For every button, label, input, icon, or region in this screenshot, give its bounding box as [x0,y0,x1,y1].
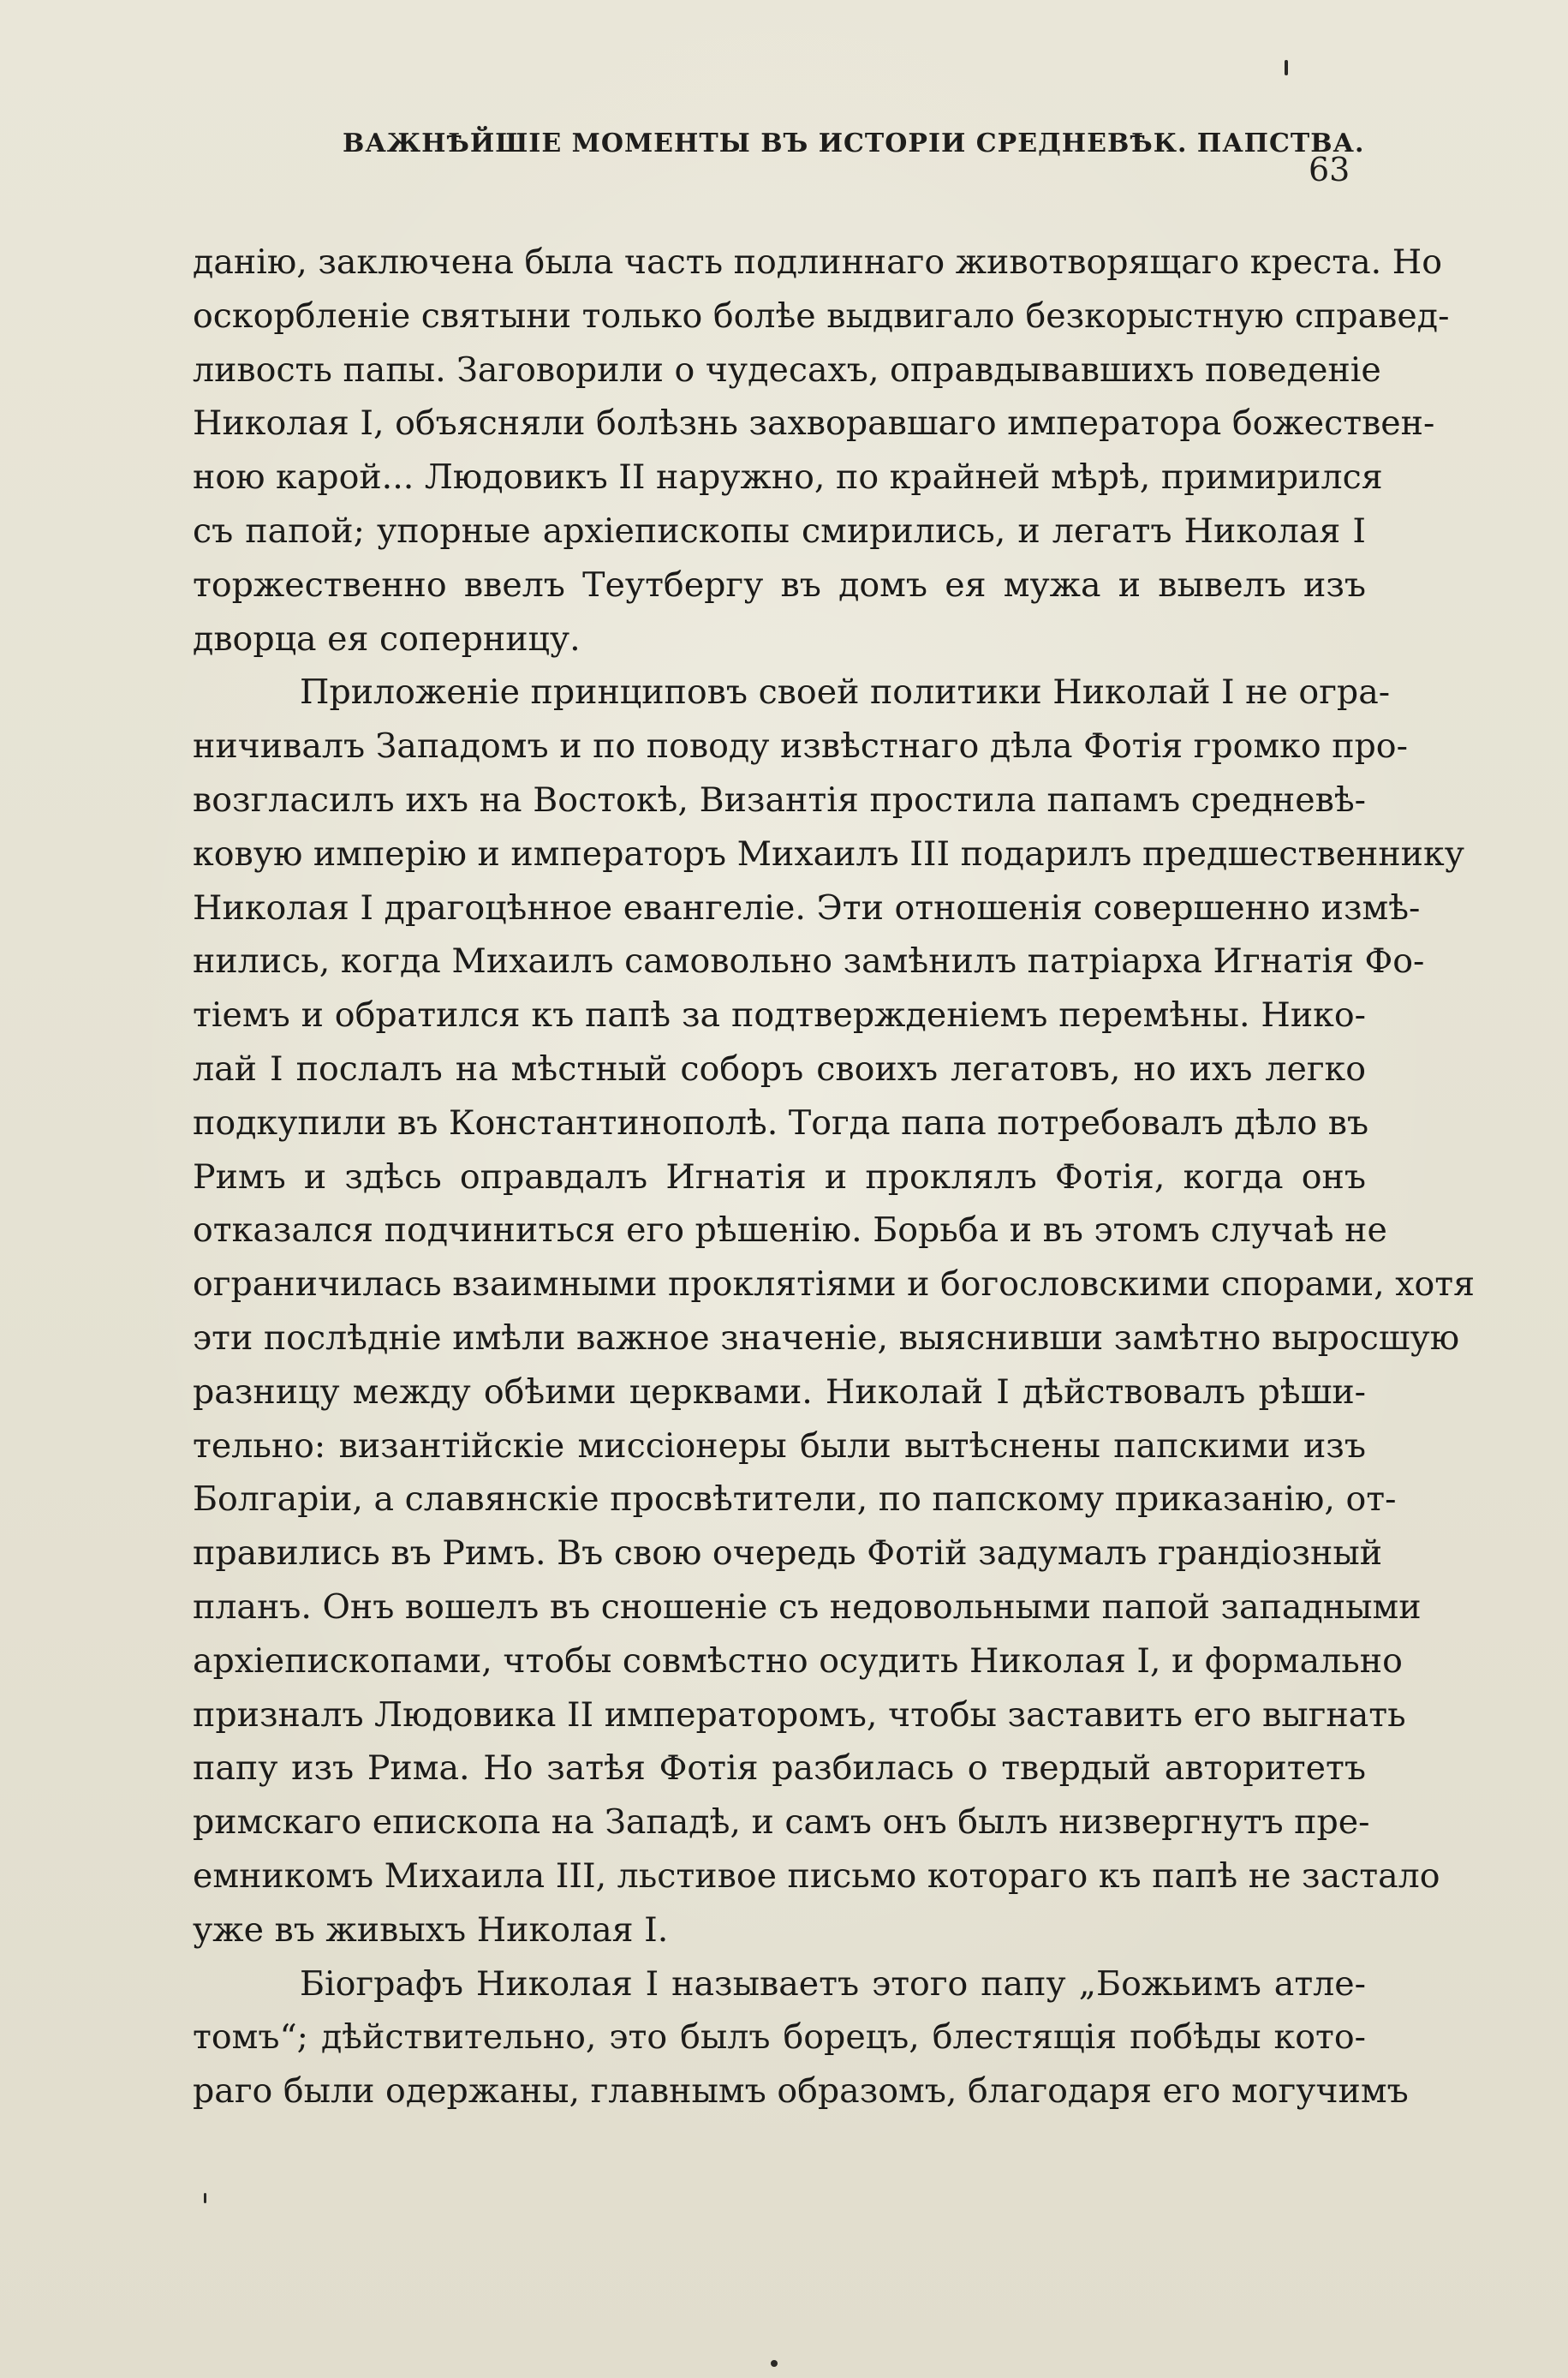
text-line: оскорбленіе святыни только болѣе выдвигало безкорыстную справед- [193,296,1450,336]
text-line: папу изъ Рима. Но затѣя Фотія разбилась о твердый авторитетъ [193,1748,1366,1789]
paragraph-2 [193,666,1476,1957]
text-line: данію, заключена была часть подлиннаго животворящаго креста. Но [193,242,1442,282]
text-line: Николая I драгоцѣнное евангеліе. Эти отношенія совершенно измѣ- [193,887,1421,928]
body-text [193,236,1476,2118]
text-line: дворца ея соперницу. [193,618,581,659]
text-line: съ папой; упорные архіепископы смирились, и легатъ Николая I [193,511,1366,551]
text-line: емникомъ Михаила III, льстивое письмо котораго къ папѣ не застало [193,1855,1440,1896]
paragraph-1 [193,236,1450,666]
ink-speck [771,2360,778,2367]
text-line: Николая I, объясняли болѣзнь захворавшаго императора божествен- [193,403,1435,444]
text-line: Приложеніе принциповъ своей политики Николай I не огра- [300,672,1391,713]
page-number: 63 [1309,151,1350,188]
text-line: ною карой... Людовикъ II наружно, по крайней мѣрѣ, примирился [193,457,1383,498]
text-line: лай I послалъ на мѣстный соборъ своихъ легатовъ, но ихъ легко [193,1049,1366,1089]
text-line: планъ. Онъ вошелъ въ сношеніе съ недовольными папой западными [193,1586,1422,1627]
ink-speck [204,2193,206,2203]
text-line: призналъ Людовика II императоромъ, чтобы заставить его выгнать [193,1694,1406,1735]
text-line: раго были одержаны, главнымъ образомъ, благодаря его могучимъ [193,2071,1409,2112]
text-line: ливость папы. Заговорили о чудесахъ, оправдывавшихъ поведеніе [193,350,1381,390]
text-line: томъ“; дѣйствительно, это былъ борецъ, блестящія побѣды кото- [193,2017,1366,2058]
text-line: Болгаріи, а славянскіе просвѣтители, по папскому приказанію, от- [193,1479,1397,1520]
text-line: тельно: византійскіе миссіонеры были вытѣснены папскими изъ [193,1425,1366,1466]
text-line: возгласилъ ихъ на Востокѣ, Византія простила папамъ средневѣ- [193,780,1366,820]
text-line: римскаго епископа на Западѣ, и самъ онъ былъ низвергнутъ пре- [193,1802,1370,1843]
text-line: ничивалъ Западомъ и по поводу извѣстнаго дѣла Фотія громко про- [193,726,1408,767]
text-line: разницу между обѣими церквами. Николай I дѣйствовалъ рѣши- [193,1371,1366,1412]
text-line: Біографъ Николая I называетъ этого папу „Божьимъ атле- [300,1963,1366,2004]
text-line: правились въ Римъ. Въ свою очередь Фотій задумалъ грандіозный [193,1533,1383,1574]
paragraph-3 [193,1957,1409,2118]
ink-speck [1285,60,1288,75]
text-line: уже въ живыхъ Николая I. [193,1909,669,1950]
text-line: ковую имперію и императоръ Михаилъ III подарилъ предшественнику [193,833,1464,874]
text-line: архіепископами, чтобы совмѣстно осудить Николая I, и формально [193,1640,1403,1681]
text-line: ограничилась взаимными проклятіями и богословскими спорами, хотя [193,1264,1476,1305]
text-line: нились, когда Михаилъ самовольно замѣнилъ патріарха Игнатія Фо- [193,941,1425,982]
text-line: эти послѣдніе имѣли важное значеніе, выяснивши замѣтно выросшую [193,1317,1460,1358]
text-line: торжественно ввелъ Теутбергу въ домъ ея мужа и вывелъ изъ [193,565,1366,605]
text-line: тіемъ и обратился къ папѣ за подтвержденіемъ перемѣны. Нико- [193,995,1366,1036]
text-line: Римъ и здѣсь оправдалъ Игнатія и проклялъ Фотія, когда онъ [193,1156,1366,1197]
running-head: ВАЖНѢЙШІЕ МОМЕНТЫ ВЪ ИСТОРІИ СРЕДНЕВѢК. ПАПСТВА. [343,128,1365,158]
text-line: отказался подчиниться его рѣшенію. Борьба и въ этомъ случаѣ не [193,1210,1387,1251]
text-line: подкупили въ Константинополѣ. Тогда папа потребовалъ дѣло въ [193,1102,1369,1143]
